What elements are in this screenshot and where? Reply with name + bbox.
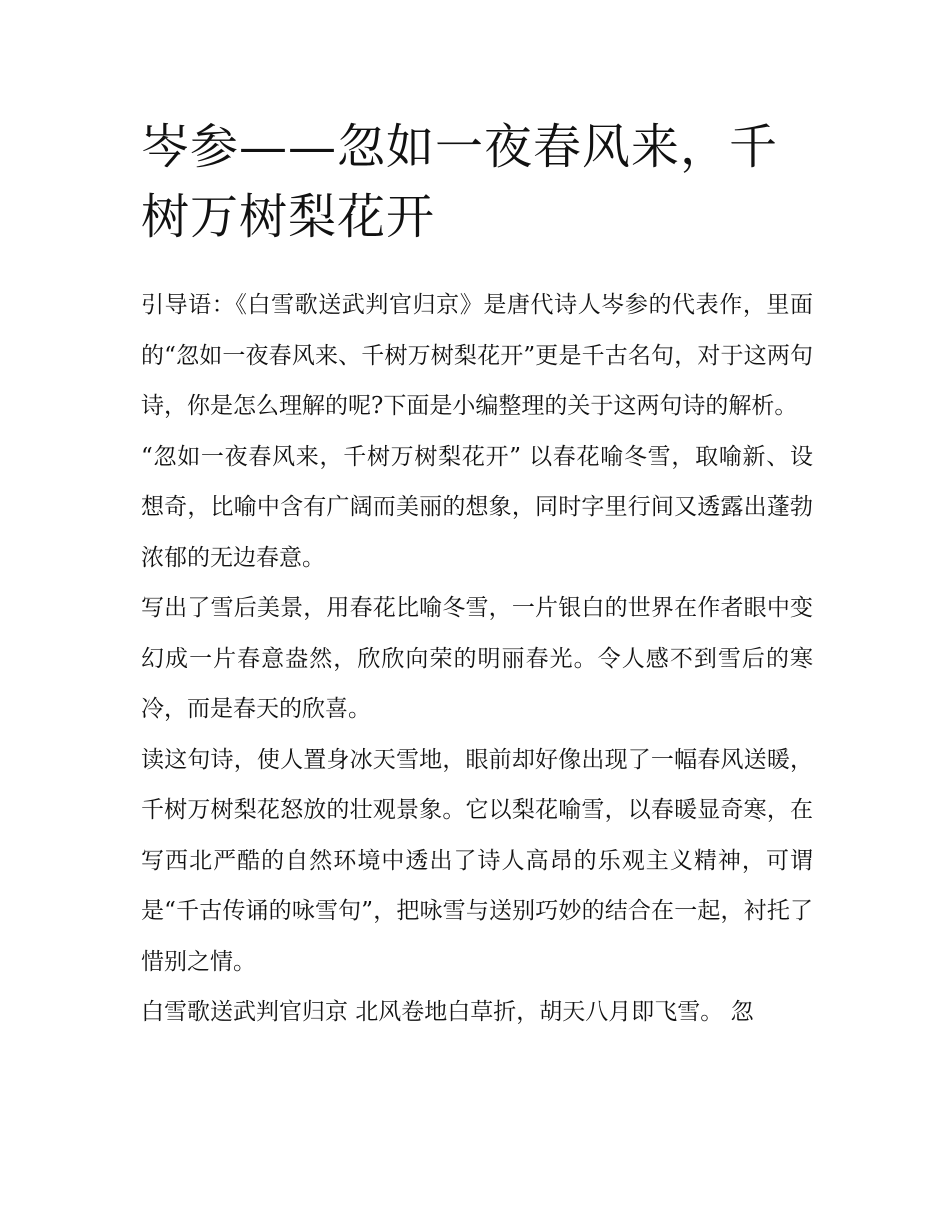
document-body: [141, 280, 813, 1038]
paragraph-poem-start: 白雪歌送武判官归京 北风卷地白草折，胡天八月即飞雪。 忽: [141, 999, 754, 1025]
paragraph-scenery: 写出了雪后美景，用春花比喻冬雪，一片银白的世界在作者眼中变幻成一片春意盎然，欣欣向荣的明丽春光。令人感不到雪后的寒冷，而是春天的欣喜。: [141, 595, 813, 722]
paragraph-metaphor: “忽如一夜春风来，千树万树梨花开” 以春花喻冬雪，取喻新、设想奇，比喻中含有广阔而美丽的想象，同时字里行间又透露出蓬勃浓郁的无边春意。: [141, 443, 813, 571]
paragraph-reading: 读这句诗，使人置身冰天雪地，眼前却好像出现了一幅春风送暖，千树万树梨花怒放的壮观景象。它以梨花喻雪，以春暖显奇寒，在写西北严酷的自然环境中透出了诗人高昂的乐观主义精神，可谓是“千古传诵的咏雪句”，把咏雪与送别巧妙的结合在一起，衬托了惜别之情。: [141, 746, 813, 975]
paragraph-intro: 引导语：《白雪歌送武判官归京》是唐代诗人岑参的代表作，里面的“忽如一夜春风来、千树万树梨花开”更是千古名句，对于这两句诗，你是怎么理解的呢?下面是小编整理的关于这两句诗的解析。: [141, 292, 813, 419]
document-title: 岑参——忽如一夜春风来，千树万树梨花开: [141, 119, 779, 245]
document-page: [141, 112, 813, 1038]
